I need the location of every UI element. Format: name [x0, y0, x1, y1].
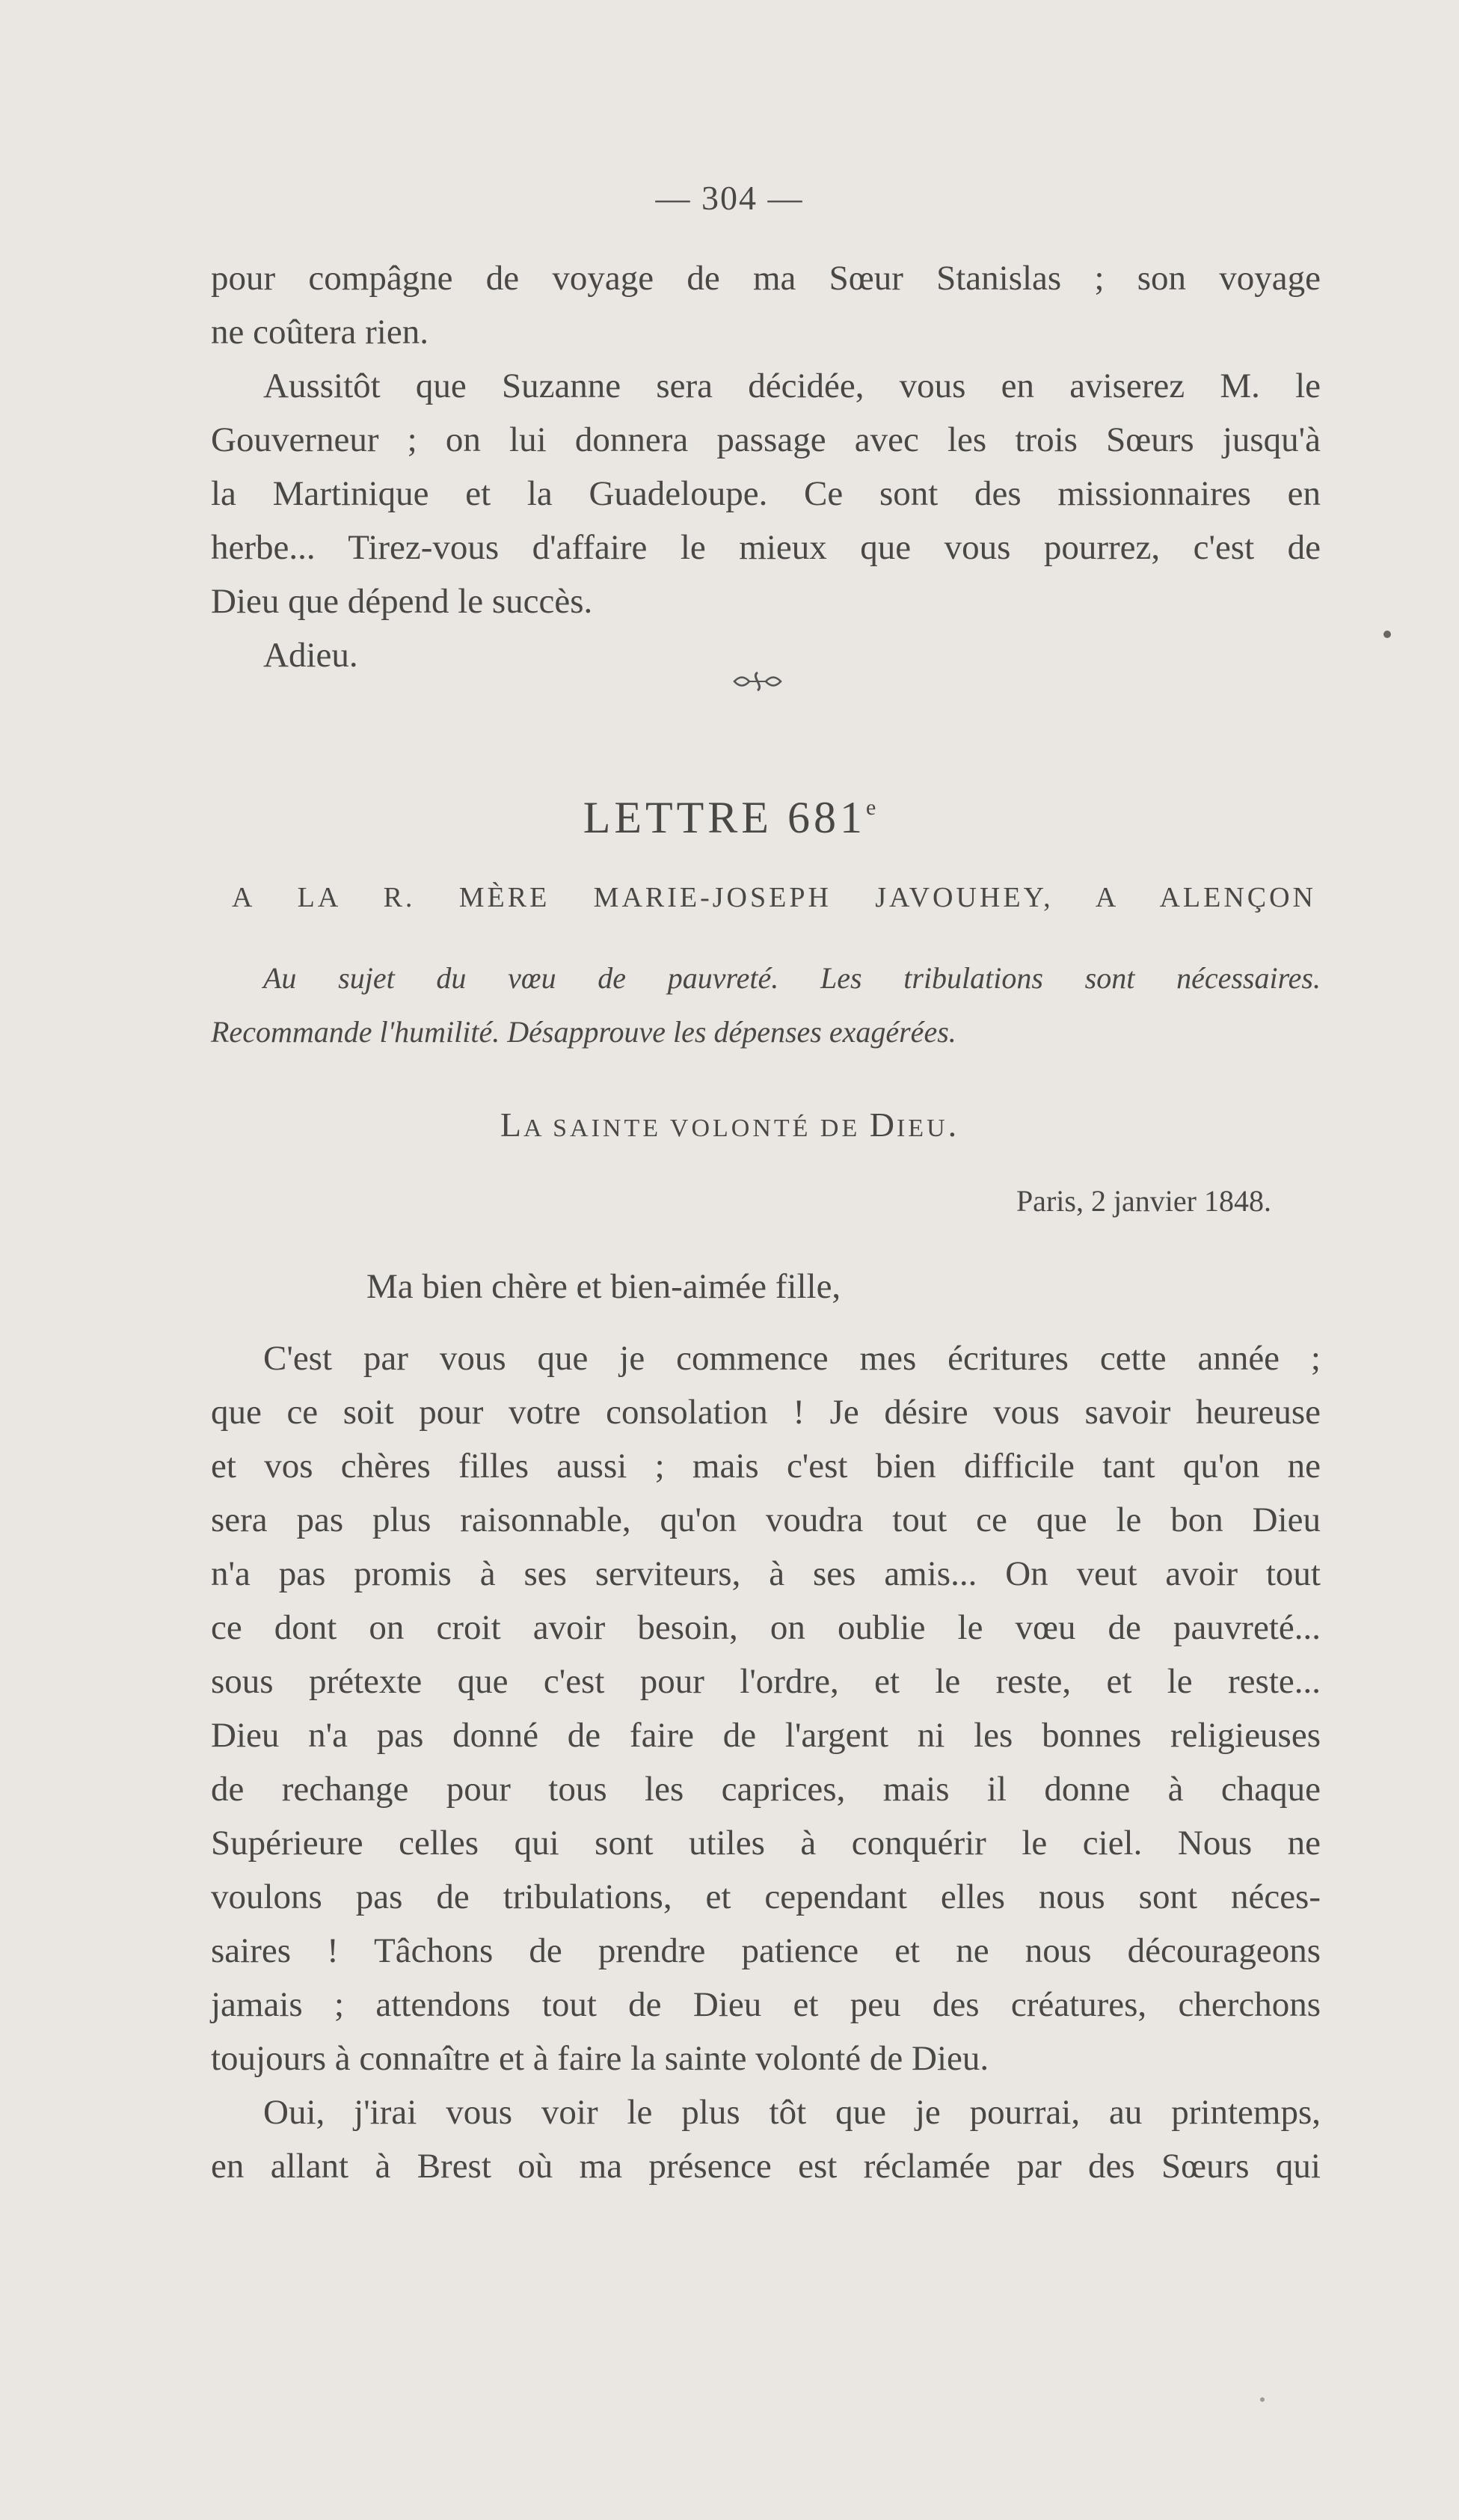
motto-period: . [947, 1106, 959, 1144]
letter-title-text: LETTRE 681 [583, 793, 866, 842]
letter-summary [211, 951, 1321, 1059]
text-line: Dieu que dépend le succès. [211, 582, 593, 621]
letter-title-suffix: e [865, 795, 876, 820]
letter-dateline: Paris, 2 janvier 1848. [1016, 1184, 1271, 1218]
summary-line: Au sujet du vœu de pauvreté. Les tribulations sont nécessaires. [263, 961, 1321, 995]
body-line: et vos chères filles aussi ; mais c'est bien difficile tant qu'on ne [211, 1447, 1321, 1486]
body-line: C'est par vous que je commence mes écritures cette année ; [263, 1339, 1321, 1378]
motto-smallcaps: A SAINTE VOLONTÉ DE [523, 1115, 870, 1142]
motto-initial: L [500, 1106, 523, 1144]
text-line: Aussitôt que Suzanne sera décidée, vous en aviserez M. le [263, 367, 1321, 405]
text-line: pour compâgne de voyage de ma Sœur Stanislas ; son voyage [211, 259, 1321, 298]
text-line: Adieu. [263, 636, 358, 675]
text-line: herbe... Tirez-vous d'affaire le mieux que vous pourrez, c'est de [211, 528, 1321, 567]
continued-text [211, 251, 1321, 682]
body-line: Supérieure celles qui sont utiles à conquérir le ciel. Nous ne [211, 1824, 1321, 1863]
letter-addressee: A LA R. MÈRE MARIE-JOSEPH JAVOUHEY, A ALENÇON [232, 882, 1316, 913]
body-line: ce dont on croit avoir besoin, on oublie le vœu de pauvreté... [211, 1608, 1321, 1647]
letter-title [0, 778, 1459, 847]
body-line: n'a pas promis à ses serviteurs, à ses amis... On veut avoir tout [211, 1554, 1321, 1593]
text-line: Gouverneur ; on lui donnera passage avec les trois Sœurs jusqu'à [211, 420, 1321, 459]
body-line: en allant à Brest où ma présence est réclamée par des Sœurs qui [211, 2147, 1321, 2186]
body-line: saires ! Tâchons de prendre patience et ne nous décourageons [211, 1931, 1321, 1970]
paper-speck [1260, 2397, 1265, 2402]
body-line: voulons pas de tribulations, et cependant elles nous sont néces- [211, 1877, 1321, 1916]
body-line: sera pas plus raisonnable, qu'on voudra tout ce que le bon Dieu [211, 1500, 1321, 1539]
body-line: Oui, j'irai vous voir le plus tôt que je pourrai, au printemps, [263, 2093, 1321, 2132]
body-line: sous prétexte que c'est pour l'ordre, et le reste, et le reste... [211, 1662, 1321, 1701]
body-line: que ce soit pour votre consolation ! Je désire vous savoir heureuse [211, 1393, 1321, 1432]
motto-initial: D [869, 1106, 897, 1144]
body-line: jamais ; attendons tout de Dieu et peu des créatures, cherchons [211, 1985, 1321, 2024]
letter-body [211, 1331, 1321, 2193]
text-line: ne coûtera rien. [211, 313, 429, 352]
paper-speck [1383, 631, 1391, 638]
body-line: toujours à connaître et à faire la sainte volonté de Dieu. [211, 2039, 989, 2078]
motto-smallcaps: IEU [896, 1115, 948, 1142]
letter-salutation: Ma bien chère et bien-aimée fille, [366, 1267, 841, 1306]
letter-motto [0, 1098, 1459, 1156]
body-line: de rechange pour tous les caprices, mais il donne à chaque [211, 1770, 1321, 1809]
fleuron-ornament-icon [731, 670, 784, 697]
summary-line: Recommande l'humilité. Désapprouve les dépenses exagérées. [211, 1015, 956, 1049]
text-line: la Martinique et la Guadeloupe. Ce sont des missionnaires en [211, 474, 1321, 513]
page-number: — 304 — [655, 179, 804, 217]
body-line: Dieu n'a pas donné de faire de l'argent ni les bonnes religieuses [211, 1716, 1321, 1755]
